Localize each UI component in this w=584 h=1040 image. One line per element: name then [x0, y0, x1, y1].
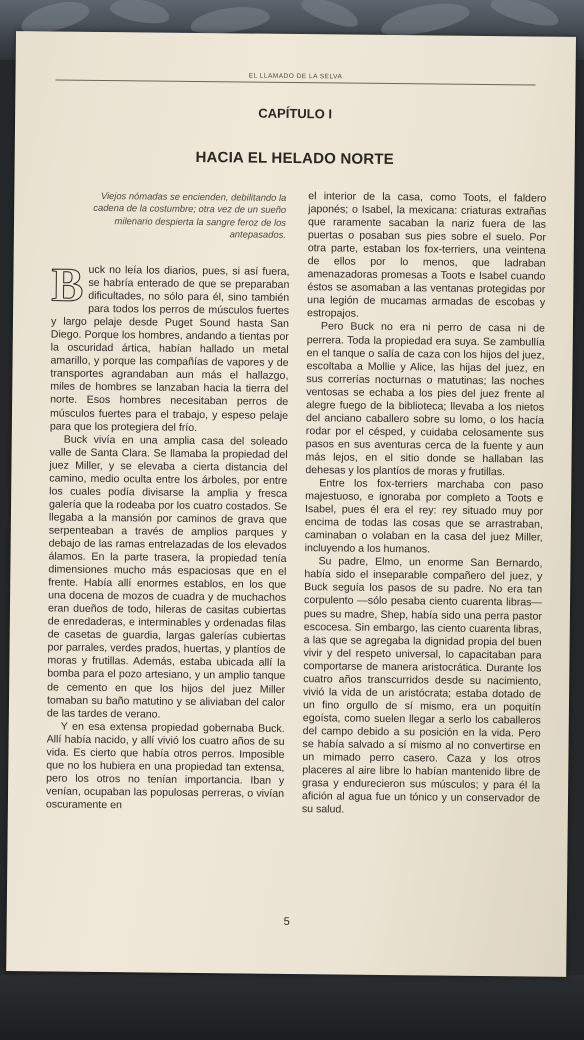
paragraph: Buck vivía en una amplia casa del soleado valle de Santa Clara. Se llamaba la propiedad del juez Miller, y se elevaba a cierta distancia del camino, medio oculta entre los árboles, por entre los cuales podía divisarse la amplia y fresca galería que la rodeaba por los cuatro costados. Se llegaba a la mansión por caminos de grava que serpenteaban a través de amplios parques y debajo de las ramas entrelazadas de los elevados álamos. En la parte trasera, la propiedad tenía dimensiones mucho más espaciosas que en el frente. Había allí enormes establos, en los que una docena de mozos de cuadra y de muchachos eran dueños de todo, hileras de casitas cubiertas de enredaderas, e interminables y ordenadas filas de casetas de guardia, largas galerías cubiertas por parrales, verdes prados, huertas, y plantíos de moras y frutillas. Además, estaba ubicada allí la bomba para el pozo artesiano, y un amplio tanque de cemento en que los hijos del juez Miller tomaban su baño matutino y se aliviaban del calor de las tardes de verano.	[46, 433, 288, 721]
book-page	[6, 31, 576, 977]
background-surface	[0, 975, 584, 1040]
paragraph: Pero Buck no era ni perro de casa ni de perrera. Toda la propiedad era suya. Se zambullía en el tanque o salía de caza con los hijos del juez, escoltaba a Mollie y Alice, las hijas del juez, en sus correrías nocturnas o matutinas; las noches ventosas se echaba a los pies del juez frente al alegre fuego de la biblioteca; llevaba a los nietos del anciano caballero sobre su lomo, o los hacía rodar por el césped, y cuidaba celosamente sus pasos en sus aventuras cerca de la fuente y aun más lejos, en el sitio donde se hallaban las dehesas y los plantíos de moras y frutillas.	[305, 320, 545, 479]
page-number: 5	[283, 915, 290, 928]
right-column	[302, 190, 547, 819]
chapter-heading: CAPÍTULO I	[258, 105, 333, 122]
paragraph: Y en esa extensa propiedad gobernaba Buck. Allí había nacido, y allí vivió los cuatro años de su vida. Es cierto que había otros perros. Imposible que no los hubiera en una propiedad tan extensa, pero los otros no tenían importancia. Iban y venían, ocupaban las populosas perreras, o vivían oscuramente en	[45, 720, 285, 812]
paragraph: Su padre, Elmo, un enorme San Bernardo, había sido el inseparable compañero del juez, y Buck seguía los pasos de su padre. No era tan corpulento —sólo pesaba ciento cuarenta libras— pues su madre, Shep, había sido una perra pastor escocesa. Sin embargo, las ciento cuarenta libras, a las que se agregaba la dignidad propia del buen vivir y del respeto universal, lo capacitaban para comportarse de manera aristocrática. Durante los cuatro años transcurridos desde su nacimiento, vivió la vida de un aristócrata; estaba dotado de un fino orgullo de sí mismo, era un poquitín egoísta, como suelen llegar a serlo los caballeros del campo debido a su posición en la vida. Pero se había salvado a sí mismo al no convertirse en un mimado perro casero. Caza y los otros placeres al aire libre lo habían mantenido libre de grasa y endurecieron sus músculos; y para él la afición al agua fue un tónico y un conservador de su salud.	[301, 555, 543, 816]
epigraph: Viejos nómadas se encienden, debilitando la cadena de la costumbre; otra vez de un sueño milenario despierta la sangre feroz de los antepasados.	[93, 189, 287, 241]
paragraph: el interior de la casa, como Toots, el faldero japonés; o Isabel, la mexicana: criaturas extrañas que raramente sacaban la nariz fuera de las puertas o posaban sus pies sobre el suelo. Por otra parte, estaban los fox-terriers, una veintena de ellos por lo menos, que ladraban amenazadoras promesas a Toots e Isabel cuando éstos se asomaban a las ventanas protegidas por una legión de mucamas armadas de escobas y estropajos.	[307, 190, 547, 321]
paragraph	[49, 258, 290, 435]
left-column	[45, 258, 290, 813]
drop-cap: B	[51, 258, 84, 312]
running-head-text: EL LLAMADO DE LA SELVA	[248, 72, 343, 81]
running-head	[56, 71, 536, 85]
chapter-title: HACIA EL HELADO NORTE	[195, 148, 394, 169]
paragraph-text: uck no leía los diarios, pues, si así fuera, se habría enterado de que se preparaban dificultades, no sólo para él, sino también para todos los perros de músculos fuertes y largo pelaje desde Puget Sound hasta San Diego. Porque los hombres, andando a tientas por la oscuridad ártica, habían hallado un metal amarillo, y porque las compañías de vapores y de transportes agrandaban aun más el hallazgo, miles de hombres se lanzaban hacia la tierra del norte. Esos hombres necesitaban perros de músculos fuertes para el trabajo, y espeso pelaje para que los protegiera del frío.	[49, 263, 290, 434]
paragraph: Entre los fox-terriers marchaba con paso majestuoso, e ignoraba por completo a Toots e Isabel, pues él era el rey: rey situado muy por encima de todas las cosas que se arrastraban, caminaban o volaban en la casa del juez Miller, incluyendo a los humanos.	[304, 477, 544, 556]
